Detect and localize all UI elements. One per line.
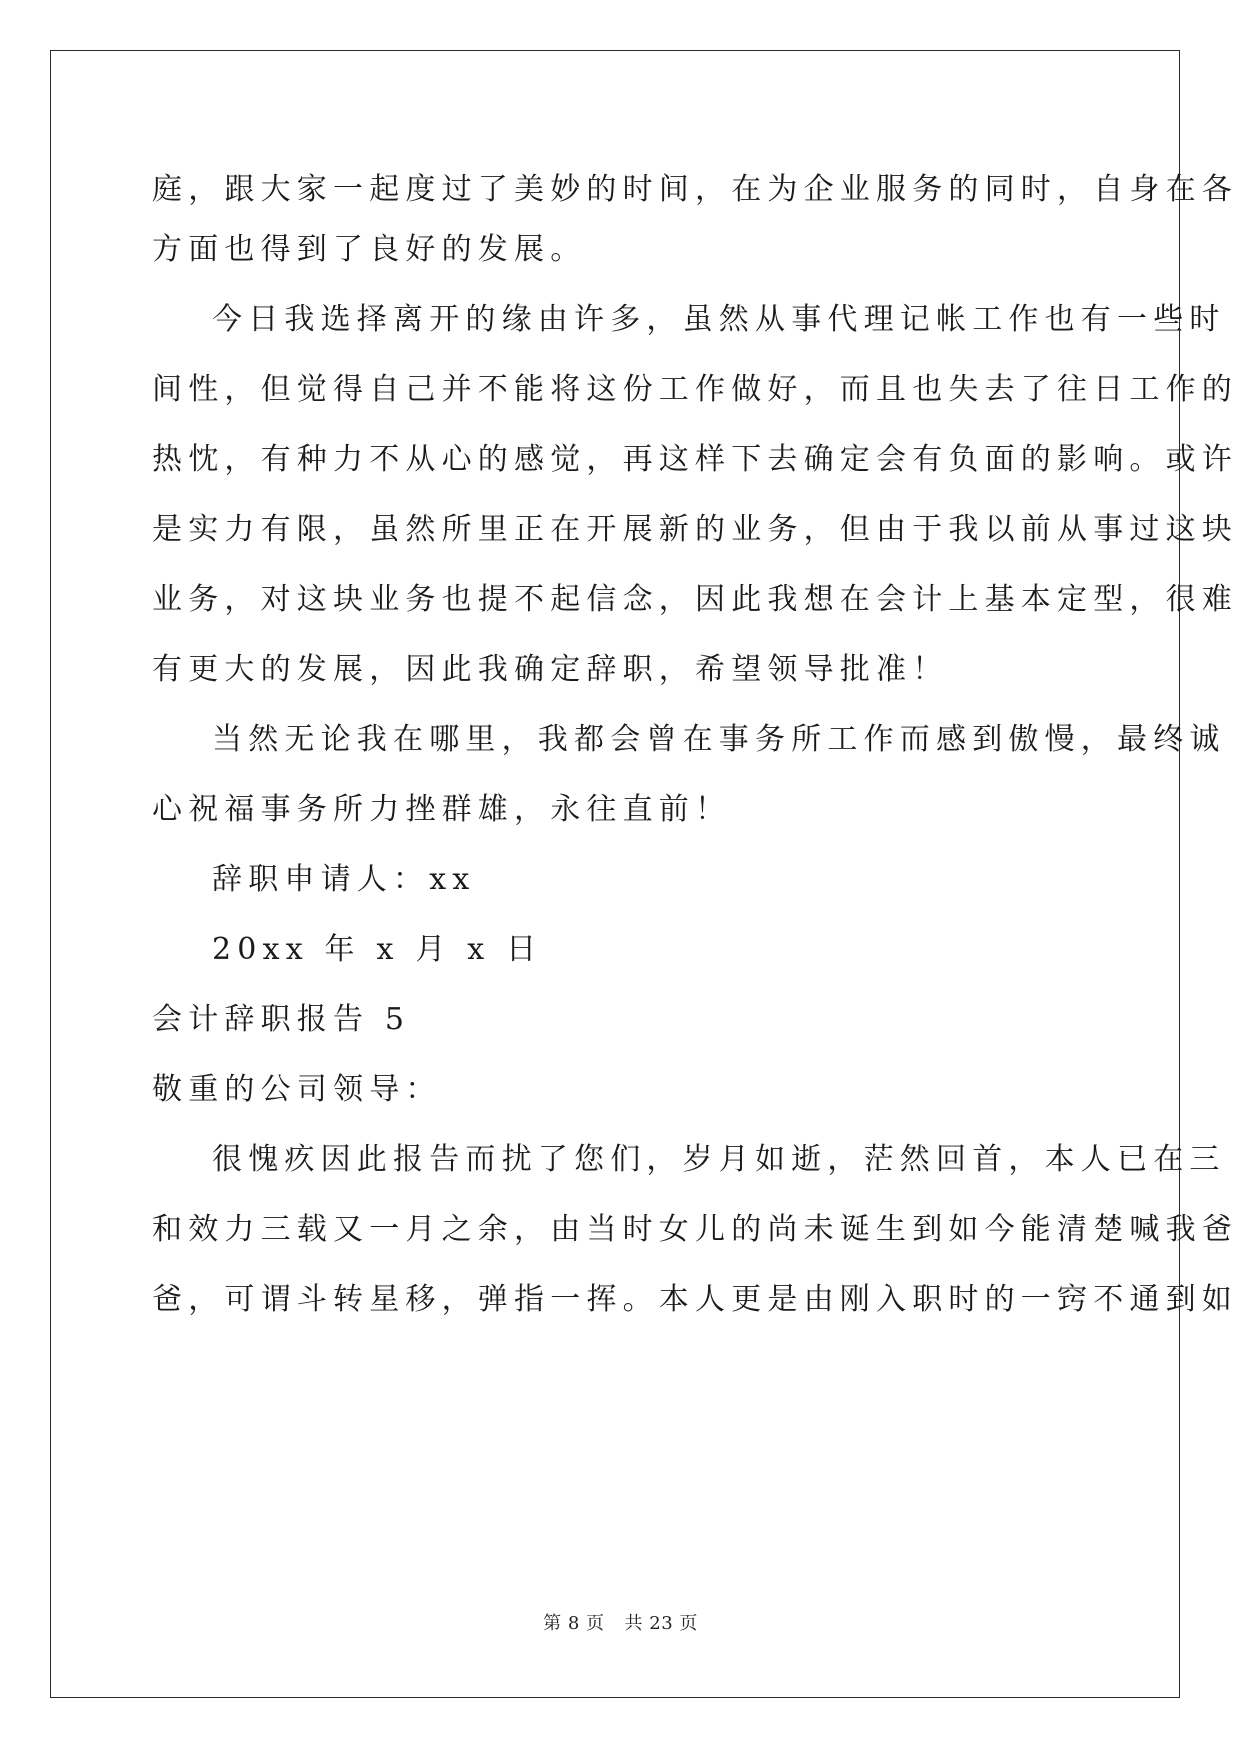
date-line: 20xx 年 x 月 x 日: [212, 932, 543, 967]
body-text-line: 爸，可谓斗转星移，弹指一挥。本人更是由刚入职时的一窍不通到如: [152, 1282, 1238, 1317]
body-text-line: 有更大的发展，因此我确定辞职，希望领导批准！: [152, 652, 949, 687]
page-footer: [0, 1612, 1241, 1636]
body-text-line: 业务，对这块业务也提不起信念，因此我想在会计上基本定型，很难: [152, 582, 1238, 617]
body-text-line: 间性，但觉得自己并不能将这份工作做好，而且也失去了往日工作的: [152, 372, 1238, 407]
body-text-line: 是实力有限，虽然所里正在开展新的业务，但由于我以前从事过这块: [152, 512, 1238, 547]
signature-line: 辞职申请人：xx: [212, 862, 476, 897]
paragraph-start-line: 当然无论我在哪里，我都会曾在事务所工作而感到傲慢，最终诚: [212, 722, 1226, 757]
body-text-line: 方面也得到了良好的发展。: [152, 232, 587, 267]
paragraph-start-line: 今日我选择离开的缘由许多，虽然从事代理记帐工作也有一些时: [212, 302, 1226, 337]
body-text-line: 庭，跟大家一起度过了美妙的时间，在为企业服务的同时，自身在各: [152, 172, 1238, 207]
page-number: 第 8 页: [543, 1613, 605, 1634]
section-heading: 会计辞职报告 5: [152, 1002, 411, 1037]
body-text-line: 热忱，有种力不从心的感觉，再这样下去确定会有负面的影响。或许: [152, 442, 1238, 477]
salutation-line: 敬重的公司领导：: [152, 1072, 442, 1107]
page-total: 共 23 页: [624, 1613, 698, 1634]
body-text-line: 和效力三载又一月之余，由当时女儿的尚未诞生到如今能清楚喊我爸: [152, 1212, 1238, 1247]
paragraph-start-line: 很愧疚因此报告而扰了您们，岁月如逝，茫然回首，本人已在三: [212, 1142, 1226, 1177]
body-text-line: 心祝福事务所力挫群雄，永往直前！: [152, 792, 732, 827]
